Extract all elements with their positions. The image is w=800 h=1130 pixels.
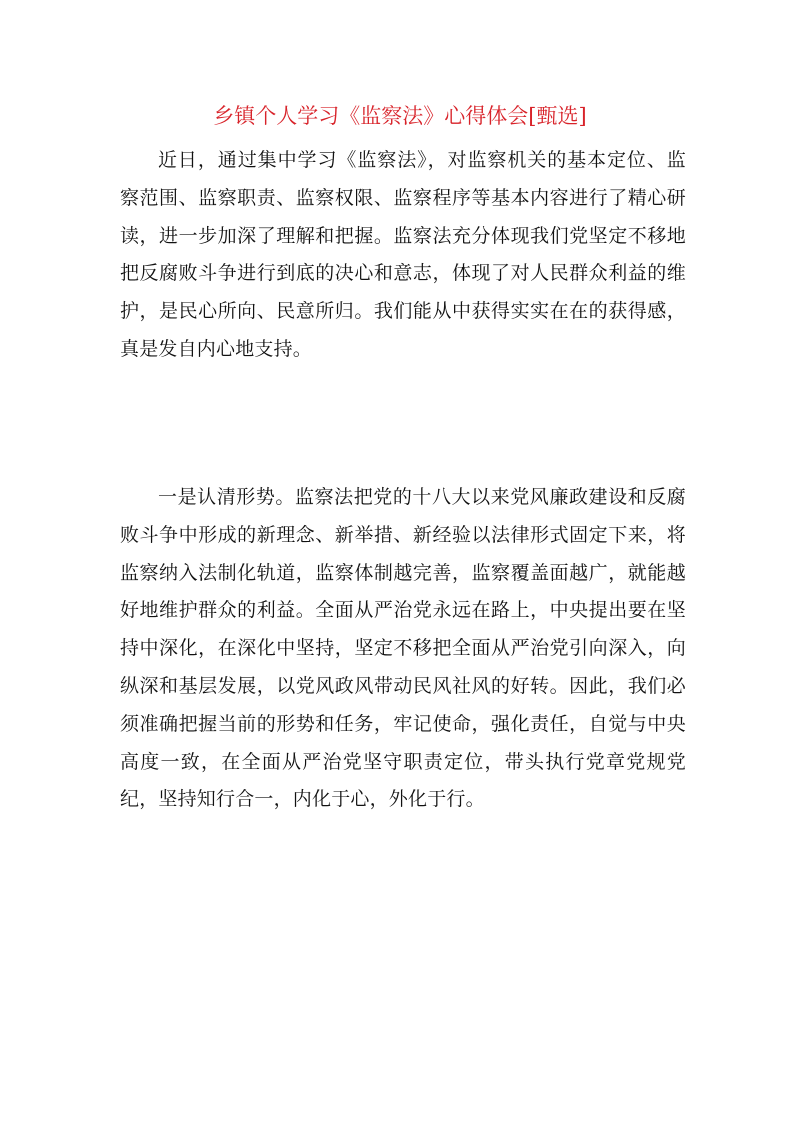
document-title: 乡镇个人学习《监察法》心得体会[甄选] [213,104,587,128]
paragraph-situation: 一是认清形势。监察法把党的十八大以来党风廉政建设和反腐败斗争中形成的新理念、新举措、新经验以法律形式固定下来，将监察纳入法制化轨道，监察体制越完善，监察覆盖面越广，就能越好地维护群众的利益。全面从严治党永远在路上，中央提出要在坚持中深化，在深化中坚持，坚定不移把全面从严治党引向深入，向纵深和基层发展，以党风政风带动民风社风的好转。因此，我们必须准确把握当前的形势和任务，牢记使命，强化责任，自觉与中央高度一致，在全面从严治党坚守职责定位，带头执行党章党规党纪，坚持知行合一，内化于心，外化于行。 [120,486,686,811]
paragraph-intro: 近日，通过集中学习《监察法》，对监察机关的基本定位、监察范围、监察职责、监察权限、监察程序等基本内容进行了精心研读，进一步加深了理解和把握。监察法充分体现我们党坚定不移地把反腐败斗争进行到底的决心和意志，体现了对人民群众利益的维护，是民心所向、民意所归。我们能从中获得实实在在的获得感，真是发自内心地支持。 [120,149,686,360]
